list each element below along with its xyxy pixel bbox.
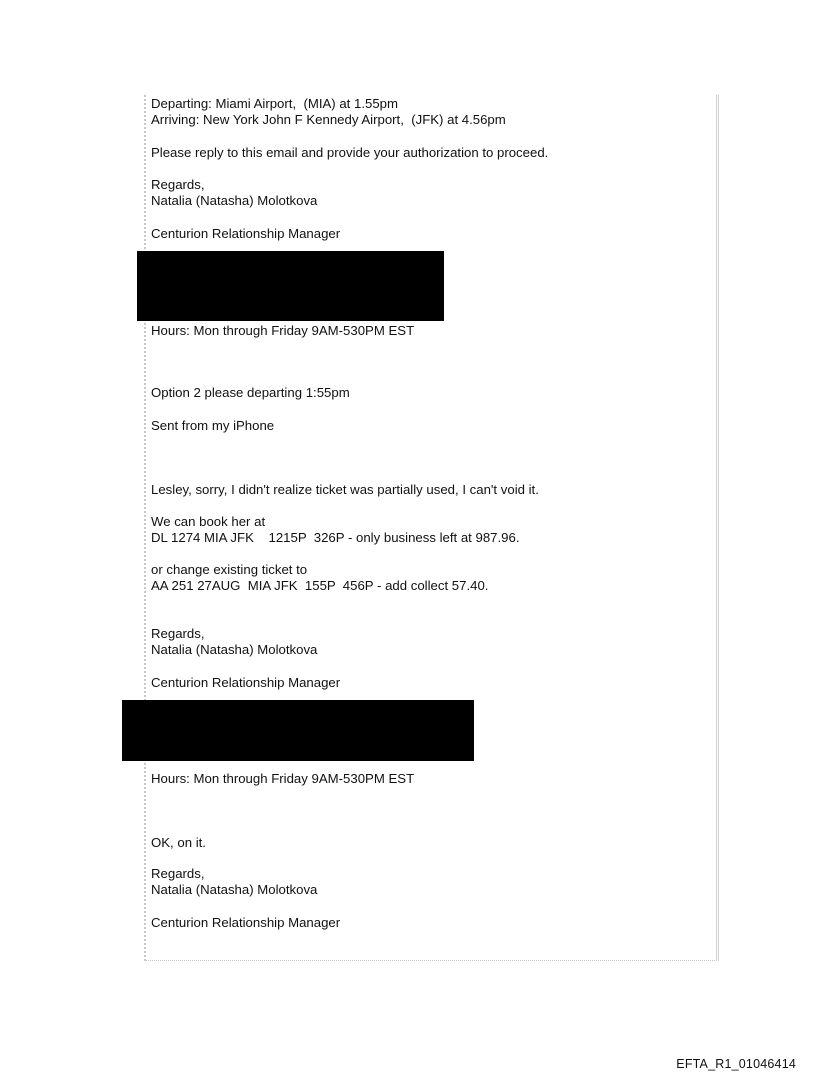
apology-line: Lesley, sorry, I didn't realize ticket was partially used, I can't void it.	[151, 482, 539, 497]
signature-title: Centurion Relationship Manager	[151, 675, 341, 690]
authorization-request: Please reply to this email and provide your authorization to proceed.	[151, 145, 549, 160]
option-reply: Option 2 please departing 1:55pm	[151, 385, 350, 400]
change-intro: or change existing ticket to	[151, 562, 308, 577]
hours-line: Hours: Mon through Friday 9AM-530PM EST	[151, 771, 415, 786]
departing-line: Departing: Miami Airport, (MIA) at 1.55pm	[151, 96, 398, 111]
book-flight: DL 1274 MIA JFK 1215P 326P - only business left at 987.96.	[151, 530, 520, 545]
sent-from-line: Sent from my iPhone	[151, 418, 275, 433]
change-flight: AA 251 27AUG MIA JFK 155P 456P - add collect 57.40.	[151, 578, 489, 593]
regards-line: Regards,	[151, 626, 205, 641]
signature-name: Natalia (Natasha) Molotkova	[151, 642, 318, 657]
redaction-block	[137, 251, 444, 321]
arriving-line: Arriving: New York John F Kennedy Airport, (JFK) at 4.56pm	[151, 112, 506, 127]
book-intro: We can book her at	[151, 514, 266, 529]
redaction-block	[122, 700, 474, 761]
hours-line: Hours: Mon through Friday 9AM-530PM EST	[151, 323, 415, 338]
signature-name: Natalia (Natasha) Molotkova	[151, 882, 318, 897]
signature-name: Natalia (Natasha) Molotkova	[151, 193, 318, 208]
signature-title: Centurion Relationship Manager	[151, 226, 341, 241]
regards-line: Regards,	[151, 866, 205, 881]
document-id: EFTA_R1_01046414	[676, 1057, 796, 1071]
ack-line: OK, on it.	[151, 835, 206, 850]
signature-title: Centurion Relationship Manager	[151, 915, 341, 930]
regards-line: Regards,	[151, 177, 205, 192]
